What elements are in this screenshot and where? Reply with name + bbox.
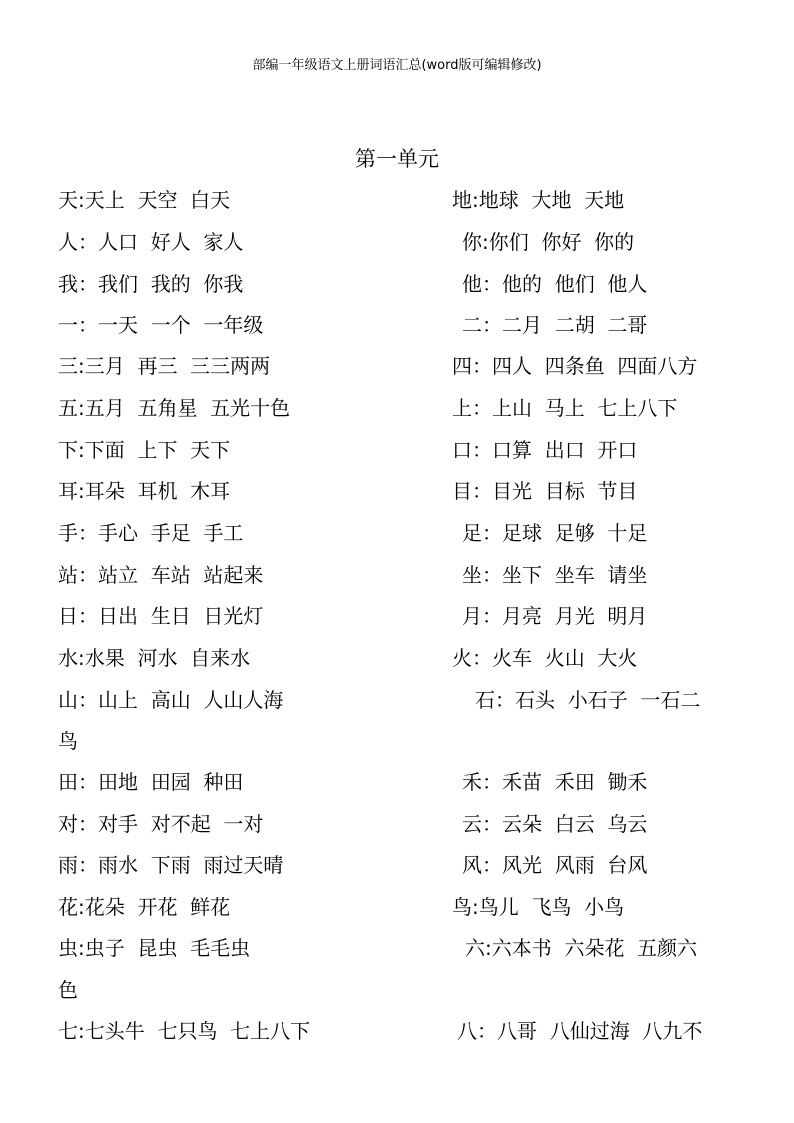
word-line: 你:你们 你好 你的 — [462, 230, 635, 254]
word-line: 他：他的 他们 他人 — [462, 272, 648, 296]
unit-title: 第一单元 — [355, 147, 439, 171]
word-line: 云：云朵 白云 乌云 — [462, 812, 648, 836]
word-line: 雨：雨水 下雨 雨过天晴 — [58, 853, 284, 877]
word-line: 上：上山 马上 七上八下 — [452, 396, 678, 420]
word-line: 对：对手 对不起 一对 — [58, 812, 264, 836]
word-line: 花:花朵 开花 鲜花 — [58, 895, 231, 919]
word-line: 天:天上 天空 白天 — [58, 188, 231, 212]
word-line: 下:下面 上下 天下 — [58, 438, 231, 462]
word-line: 七:七头牛 七只鸟 七上八下 — [58, 1019, 311, 1043]
word-line: 站：站立 车站 站起来 — [58, 563, 264, 587]
word-line: 田：田地 田园 种田 — [58, 770, 244, 794]
word-line: 我：我们 我的 你我 — [58, 272, 244, 296]
word-line: 水:水果 河水 自来水 — [58, 646, 251, 670]
word-line: 三:三月 再三 三三两两 — [58, 354, 271, 378]
word-line: 二：二月 二胡 二哥 — [462, 313, 648, 337]
word-line: 虫:虫子 昆虫 毛毛虫 — [58, 936, 251, 960]
word-line: 八：八哥 八仙过海 八九不 — [457, 1019, 703, 1043]
word-line: 足：足球 足够 十足 — [462, 521, 648, 545]
word-line: 四：四人 四条鱼 四面八方 — [452, 354, 698, 378]
word-line: 地:地球 大地 天地 — [452, 188, 625, 212]
word-line: 口：口算 出口 开口 — [452, 438, 638, 462]
word-line: 山：山上 高山 人山人海 — [58, 688, 284, 712]
word-line: 日：日出 生日 日光灯 — [58, 604, 264, 628]
word-line: 鸟 — [58, 729, 78, 753]
word-line: 五:五月 五角星 五光十色 — [58, 396, 291, 420]
word-line: 月：月亮 月光 明月 — [462, 604, 648, 628]
word-line: 火：火车 火山 大火 — [452, 646, 638, 670]
word-line: 色 — [58, 978, 78, 1002]
word-line: 禾：禾苗 禾田 锄禾 — [462, 770, 648, 794]
word-line: 人：人口 好人 家人 — [58, 230, 244, 254]
page-header: 部编一年级语文上册词语汇总(word版可编辑修改) — [252, 58, 542, 73]
word-line: 坐：坐下 坐车 请坐 — [462, 563, 648, 587]
word-line: 六:六本书 六朵花 五颜六 — [465, 936, 698, 960]
word-line: 一：一天 一个 一年级 — [58, 313, 264, 337]
word-line: 风：风光 风雨 台风 — [462, 853, 648, 877]
word-line: 耳:耳朵 耳机 木耳 — [58, 479, 231, 503]
word-line: 石：石头 小石子 一石二 — [475, 688, 701, 712]
word-line: 鸟:鸟儿 飞鸟 小鸟 — [452, 895, 625, 919]
word-line: 手：手心 手足 手工 — [58, 521, 244, 545]
word-line: 目：目光 目标 节目 — [452, 479, 638, 503]
